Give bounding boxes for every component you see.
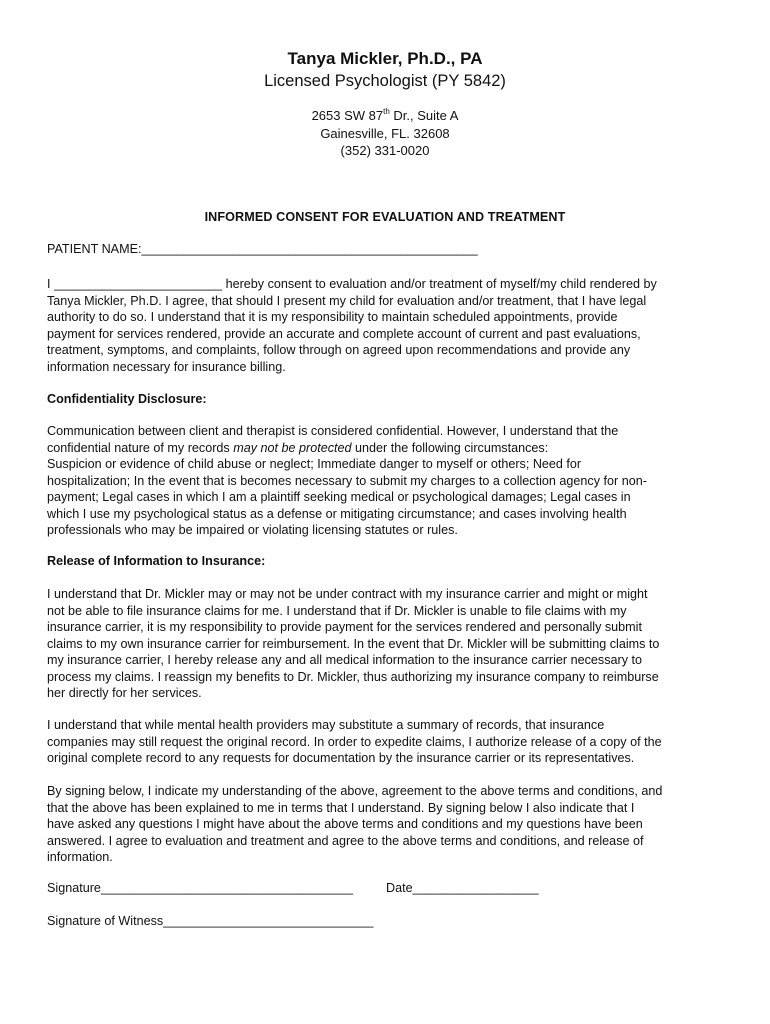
release-heading: Release of Information to Insurance: <box>47 554 266 568</box>
confidentiality-line: professionals who may be impaired or violating licensing statutes or rules. <box>47 523 458 537</box>
patient-name-label: PATIENT NAME:________________________________________________ <box>47 242 478 256</box>
acknowledgement-line: By signing below, I indicate my understanding of the above, agreement to the above terms and conditions, and <box>47 784 663 798</box>
street-address: 2653 SW 87th Dr., Suite A <box>311 107 459 123</box>
practitioner-name: Tanya Mickler, Ph.D., PA <box>287 49 483 68</box>
acknowledgement-line: answered. I agree to evaluation and treatment and agree to the above terms and conditions, and release of <box>47 833 644 848</box>
witness-signature-field[interactable]: Signature of Witness______________________________ <box>47 914 374 928</box>
confidentiality-line: Communication between client and therapist is considered confidential. However, I understand that the <box>47 424 619 438</box>
consent-paragraph <box>47 276 727 375</box>
release-line: companies may still request the original record. In order to expedite claims, I authorize release of a copy of the <box>47 734 662 749</box>
form-title: INFORMED CONSENT FOR EVALUATION AND TREATMENT <box>204 210 566 224</box>
date-field[interactable]: Date__________________ <box>386 881 539 895</box>
consent-line: Tanya Mickler, Ph.D. I agree, that should I present my child for evaluation and/or treatment, that I have legal <box>47 293 647 308</box>
release-line: I understand that Dr. Mickler may or may not be under contract with my insurance carrier and might or might <box>47 587 648 601</box>
confidentiality-paragraph <box>47 423 727 539</box>
acknowledgement-line: have asked any questions I might have about the above terms and conditions and my questions have been <box>47 817 643 831</box>
acknowledgement-line: information. <box>47 850 113 864</box>
release-line: process my claims. I reassign my benefits to Dr. Mickler, thus authorizing my insurance company to reimburse <box>47 669 659 684</box>
consent-line: I ________________________ hereby consent to evaluation and/or treatment of myself/my child rendered by <box>47 277 657 291</box>
release-line: claims to my own insurance carrier for reimbursement. In the event that Dr. Mickler will be submitting claims to <box>47 636 660 651</box>
license-subtitle: Licensed Psychologist (PY 5842) <box>264 72 506 90</box>
release-line: not be able to file insurance claims for me. I understand that if Dr. Mickler is unable to file claims with my <box>47 603 627 618</box>
consent-line: authority to do so. I understand that it is my responsibility to maintain scheduled appointments, provide <box>47 310 618 324</box>
consent-line: treatment, symptoms, and complaints, follow through on agreed upon recommendations and provide any <box>47 343 631 357</box>
patient-name-field[interactable] <box>47 241 727 258</box>
acknowledgement-paragraph <box>47 783 727 866</box>
acknowledgement-line: that the above has been explained to me in terms that I understand. By signing below I also indicate that I <box>47 800 635 815</box>
confidentiality-line: which I use my psychological status as a defense or mitigating circumstance; and cases involving health <box>47 506 627 521</box>
signature-field[interactable]: Signature____________________________________ <box>47 881 354 895</box>
release-line: original complete record to any requests for documentation by the insurance carrier or its representatives. <box>47 751 635 765</box>
confidentiality-line: Suspicion or evidence of child abuse or neglect; Immediate danger to myself or others; Need for <box>47 457 582 471</box>
release-line: I understand that while mental health providers may substitute a summary of records, that insurance <box>47 718 605 732</box>
confidentiality-line: confidential nature of my records may not be protected under the following circumstances: <box>47 440 549 455</box>
city-state-zip: Gainesville, FL. 32608 <box>320 125 450 141</box>
confidentiality-heading: Confidentiality Disclosure: <box>47 392 207 406</box>
release-line: her directly for her services. <box>47 686 202 700</box>
consent-line: information necessary for insurance billing. <box>47 359 286 374</box>
consent-line: payment for services rendered, provide an accurate and complete account of current and past evaluations, <box>47 326 641 341</box>
confidentiality-line: payment; Legal cases in which I am a plaintiff seeking medical or psychological damages; Legal cases in <box>47 490 631 504</box>
address-block <box>0 107 770 160</box>
confidentiality-line: hospitalization; In the event that is becomes necessary to submit my charges to a collection agency for non- <box>47 473 647 488</box>
release-paragraph-2 <box>47 717 727 767</box>
phone-number: (352) 331-0020 <box>340 143 430 158</box>
release-line: my insurance carrier, I hereby release any and all medical information to the insurance carrier necessary to <box>47 653 642 667</box>
release-paragraph-1 <box>47 586 727 702</box>
release-line: insurance carrier, it is my responsibility to provide payment for the services rendered and personally submit <box>47 620 642 634</box>
